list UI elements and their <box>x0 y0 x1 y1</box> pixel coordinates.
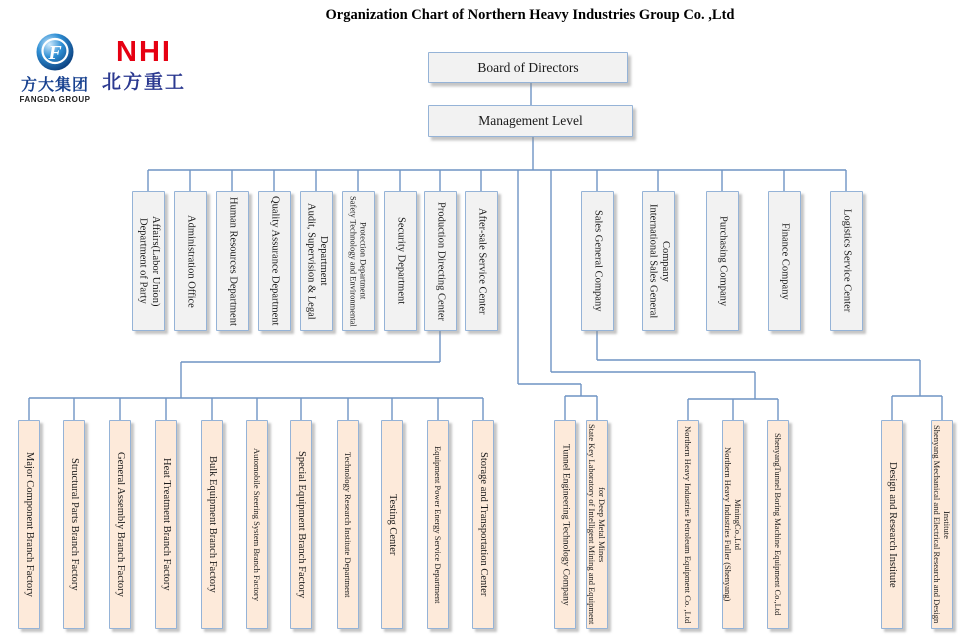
box-label: Quality Assurance Department <box>269 196 281 326</box>
box-label: Security Department <box>395 217 407 305</box>
fangda-cn-label: 方大集团 <box>20 77 89 94</box>
box-label: Shenyang Mechanical and Electrical Research and Design Institute <box>932 425 953 624</box>
box-label: Major Component Branch Factory <box>24 452 36 597</box>
box-label: Design and Research Institute <box>887 461 899 588</box>
chart-title: Organization Chart of Northern Heavy Industries Group Co. ,Ltd <box>325 7 735 23</box>
box-label: State Key Laboratory of Intelligent Mining and Equipment for Deep Metal Mines <box>587 424 608 625</box>
box-label: Tunnel Engineering Technology Company <box>560 443 571 606</box>
box-label: Finance Company <box>779 222 791 300</box>
box-finance-company <box>768 191 801 331</box>
box-label: Audit, Supervision & Legal Department <box>305 202 329 320</box>
box-label: Testing Center <box>387 493 399 556</box>
box-after-sale-service-center <box>465 191 498 331</box>
box-label: General Assembly Branch Factory <box>115 452 127 597</box>
box-general-assembly-factory <box>109 420 131 629</box>
box-structural-parts-factory <box>63 420 85 629</box>
box-petroleum-equipment-co <box>677 420 699 629</box>
box-label: Production Directing Center <box>435 201 447 321</box>
box-label: Purchasing Company <box>717 215 729 307</box>
box-equipment-power-energy <box>427 420 449 629</box>
box-label: Logistics Service Center <box>841 209 853 313</box>
box-major-component-factory <box>18 420 40 629</box>
box-automobile-steering-factory <box>246 420 268 629</box>
box-management-level <box>428 105 633 137</box>
box-safety-environmental <box>342 191 375 331</box>
box-international-sales <box>642 191 675 331</box>
nhi-logo <box>98 38 190 94</box>
box-audit-supervision-legal <box>300 191 333 331</box>
box-label: Human Resources Department <box>227 196 239 326</box>
box-dept-party-affairs <box>132 191 165 331</box>
box-label: Department of Party Affairs(Labor Union) <box>137 215 161 307</box>
box-label: Special Equipment Branch Factory <box>296 450 308 599</box>
box-testing-center <box>381 420 403 629</box>
box-label: Administration Office <box>185 214 197 308</box>
box-security-department <box>384 191 417 331</box>
box-tunnel-boring-co <box>767 420 789 629</box>
box-state-key-laboratory <box>586 420 608 629</box>
box-label: Northern Heavy Industries Fuller (Shenyang) MiningCo.,Ltd <box>723 447 744 602</box>
box-sales-general-company <box>581 191 614 331</box>
box-logistics-service-center <box>830 191 863 331</box>
box-purchasing-company <box>706 191 739 331</box>
nhi-cn-label: 北方重工 <box>101 72 186 93</box>
box-human-resources <box>216 191 249 331</box>
fangda-sphere-icon <box>35 32 75 72</box>
box-label: Equipment Power Energy Service Department <box>433 445 443 604</box>
box-label: Bulk Equipment Branch Factory <box>207 456 219 593</box>
box-design-research-institute <box>881 420 903 629</box>
box-tunnel-engineering-company <box>554 420 576 629</box>
fangda-en-label: FANGDA GROUP <box>19 95 91 104</box>
box-fuller-mining-co <box>722 420 744 629</box>
box-label: Northern Heavy Industries Petroleum Equipment Co. ,Ltd <box>683 425 693 624</box>
box-label: ShenyangTunnel Boring Machine Equipment Co.,Ltd <box>773 433 783 616</box>
box-bulk-equipment-factory <box>201 420 223 629</box>
box-board-of-directors <box>428 52 628 83</box>
box-production-directing-center <box>424 191 457 331</box>
box-special-equipment-factory <box>290 420 312 629</box>
box-heat-treatment-factory <box>155 420 177 629</box>
box-label: Structural Parts Branch Factory <box>69 458 81 591</box>
box-label: Management Level <box>478 113 583 128</box>
box-label: International Sales General Company <box>647 203 671 319</box>
fangda-logo <box>12 32 98 104</box>
box-storage-transportation-center <box>472 420 494 629</box>
svg-text:F: F <box>48 42 62 64</box>
box-label: Sales General Company <box>592 210 604 312</box>
box-label: Automobile Steering System Branch Factory <box>252 448 262 601</box>
box-shenyang-mechanical-institute <box>931 420 953 629</box>
box-label: Safety Technology and Environmental Protection Department <box>348 195 369 327</box>
box-label: Storage and Transportation Center <box>478 452 490 597</box>
box-label: Board of Directors <box>477 59 579 75</box>
nhi-abbr-label: NHI <box>116 36 172 68</box>
box-administration-office <box>174 191 207 331</box>
box-label: After-sale Service Center <box>476 207 488 315</box>
box-label: Heat Treatment Branch Factory <box>161 458 173 591</box>
box-label: Technology Research Institute Department <box>343 451 353 598</box>
box-technology-research-institute <box>337 420 359 629</box>
box-quality-assurance <box>258 191 291 331</box>
